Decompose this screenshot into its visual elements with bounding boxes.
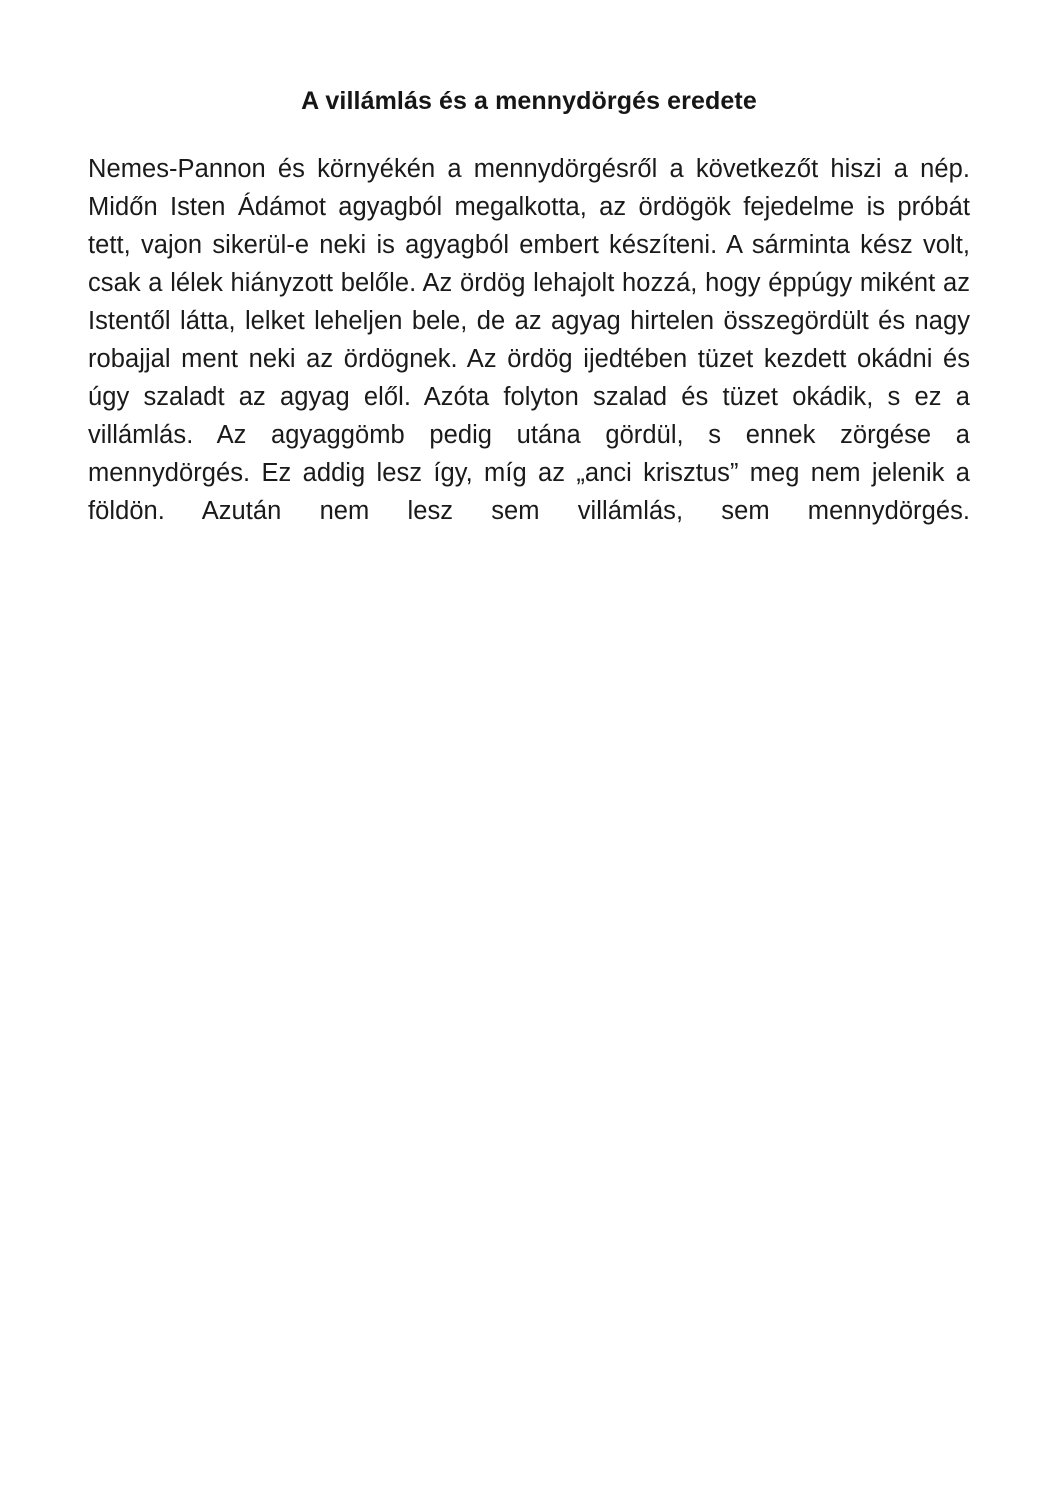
document-content	[88, 0, 970, 568]
page-title: A villámlás és a mennydörgés eredete	[301, 87, 757, 115]
body-paragraph: Nemes-Pannon és környékén a mennydörgésről a következőt hiszi a nép. Midőn Isten Ádámot agyagból megalkotta, az ördögök fejedelme is próbát tett, vajon sikerül-e neki is agyagból embert készíteni. A sárminta kész volt, csak a lélek hiányzott belőle. Az ördög lehajolt hozzá, hogy éppúgy miként az Istentől látta, lelket leheljen bele, de az agyag hirtelen összegördült és nagy robajjal ment neki az ördögnek. Az ördög ijedtében tüzet kezdett okádni és úgy szaladt az agyag elől. Azóta folyton szalad és tüzet okádik, s ez a villámlás. Az agyaggömb pedig utána gördül, s ennek zörgése a mennydörgés. Ez addig lesz így, míg az „anci krisztus” meg nem jelenik a földön. Azután nem lesz sem villámlás, sem mennydörgés.	[88, 155, 970, 526]
